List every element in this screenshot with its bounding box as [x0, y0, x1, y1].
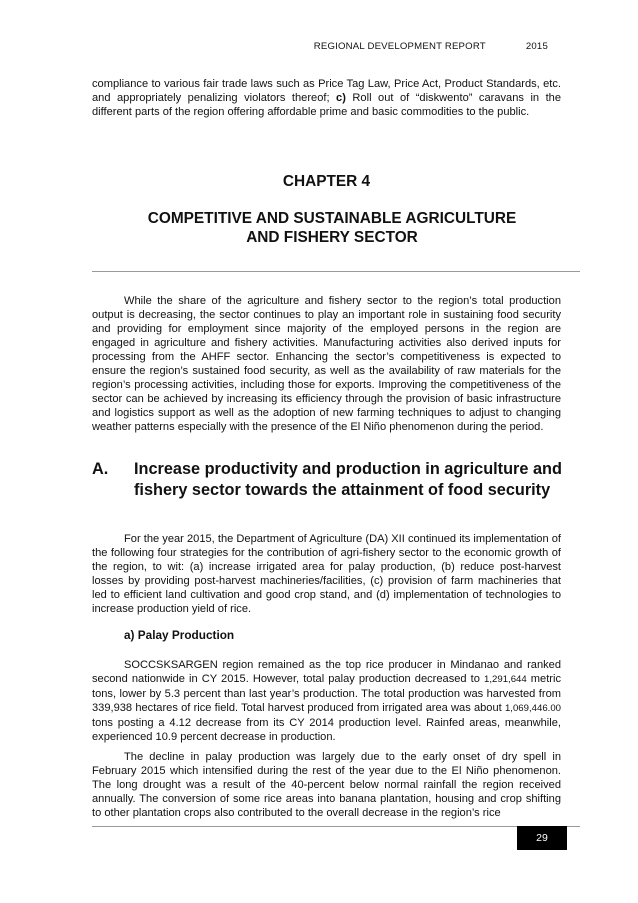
intro-text-b: Roll out of “diskwento” caravans in the different parts of the region offering affordable prime and basic commodities to the public.: [92, 92, 561, 119]
palay-production-value: 1,291,644: [484, 674, 527, 686]
palay-paragraph-1: [92, 658, 561, 744]
overview-paragraph: While the share of the agriculture and fishery sector to the region’s total production output is decreasing, the sector continues to play an important role in sustaining food security and providing for employment since majority of the employed persons in the region are engaged in agriculture and fishery activities. Manufacturing activities also derived inputs for processing from the AHFF sector. Enhancing the sector’s competitiveness is expected to ensure the region’s sustained food security, as well as the availability of raw materials for the region’s processing activities, including those for exports. Improving the competitiveness of the sector can be achieved by increasing its efficiency through the provision of basic infrastructure and logistics support as well as the adoption of new farming techniques to adjust to changing weather patterns especially with the presence of the El Niño phenomenon during the period.: [92, 295, 561, 434]
section-a-paragraph: For the year 2015, the Department of Agriculture (DA) XII continued its implementation of the following four strategies for the contribution of agri-fishery sector to the economic growth of the region, to wit: (a) increase irrigated area for palay production, (b) reduce post-harvest losses by providing post-harvest machineries/facilities, (c) provision of farm machineries that led to efficient land cultivation and good crop stand, and (d) implementation of technologies to increase production yield of rice.: [92, 533, 561, 616]
palay-text-2: metric tons, lower by 5.3 percent than last year’s production. The total production was harvested from 339,938 hectares of rice field. Total harvest produced from irrigated area was about: [92, 673, 561, 715]
palay-text-3: tons posting a 4.12 decrease from its CY 2014 production level. Rainfed areas, meanwhile, experienced 10.9 percent decrease in production.: [92, 717, 561, 744]
footer-divider: [92, 826, 580, 827]
header-year: 2015: [525, 41, 548, 52]
chapter-title-line-1: COMPETITIVE AND SUSTAINABLE AGRICULTURE: [147, 210, 517, 227]
chapter-divider: [92, 271, 580, 272]
section-a-letter: A.: [92, 460, 109, 478]
chapter-title: [112, 209, 552, 247]
section-a-title: Increase productivity and production in agriculture and fishery sector towards the attainment of food security: [134, 460, 562, 499]
running-header: [314, 41, 548, 52]
chapter-number: CHAPTER 4: [282, 173, 371, 190]
chapter-title-line-2: AND FISHERY SECTOR: [246, 229, 418, 246]
intro-paragraph: [92, 77, 561, 119]
intro-text-a: compliance to various fair trade laws such as Price Tag Law, Price Act, Product Standards, etc. and appropriately penalizing violators thereof;: [92, 78, 561, 105]
page-number-badge: [517, 826, 567, 850]
intro-label: c): [336, 92, 346, 105]
page-number: 29: [536, 832, 548, 844]
palay-production-heading: a) Palay Production: [124, 628, 235, 642]
palay-paragraph-2: The decline in palay production was largely due to the early onset of dry spell in February 2015 which intensified during the rest of the year due to the El Niño phenomenon. The long drought was a result of the 40-percent below normal rainfall the region received annually. The conversion of some rice areas into banana plantation, housing and crop shifting to other plantation crops also contributed to the overall decrease in the region’s rice: [92, 751, 561, 820]
palay-text-1: SOCCSKSARGEN region remained as the top rice producer in Mindanao and ranked second nationwide in CY 2015. However, total palay production decreased to: [92, 659, 561, 686]
header-title: REGIONAL DEVELOPMENT REPORT: [313, 41, 486, 52]
irrigated-production-value: 1,069,446.00: [504, 703, 561, 715]
